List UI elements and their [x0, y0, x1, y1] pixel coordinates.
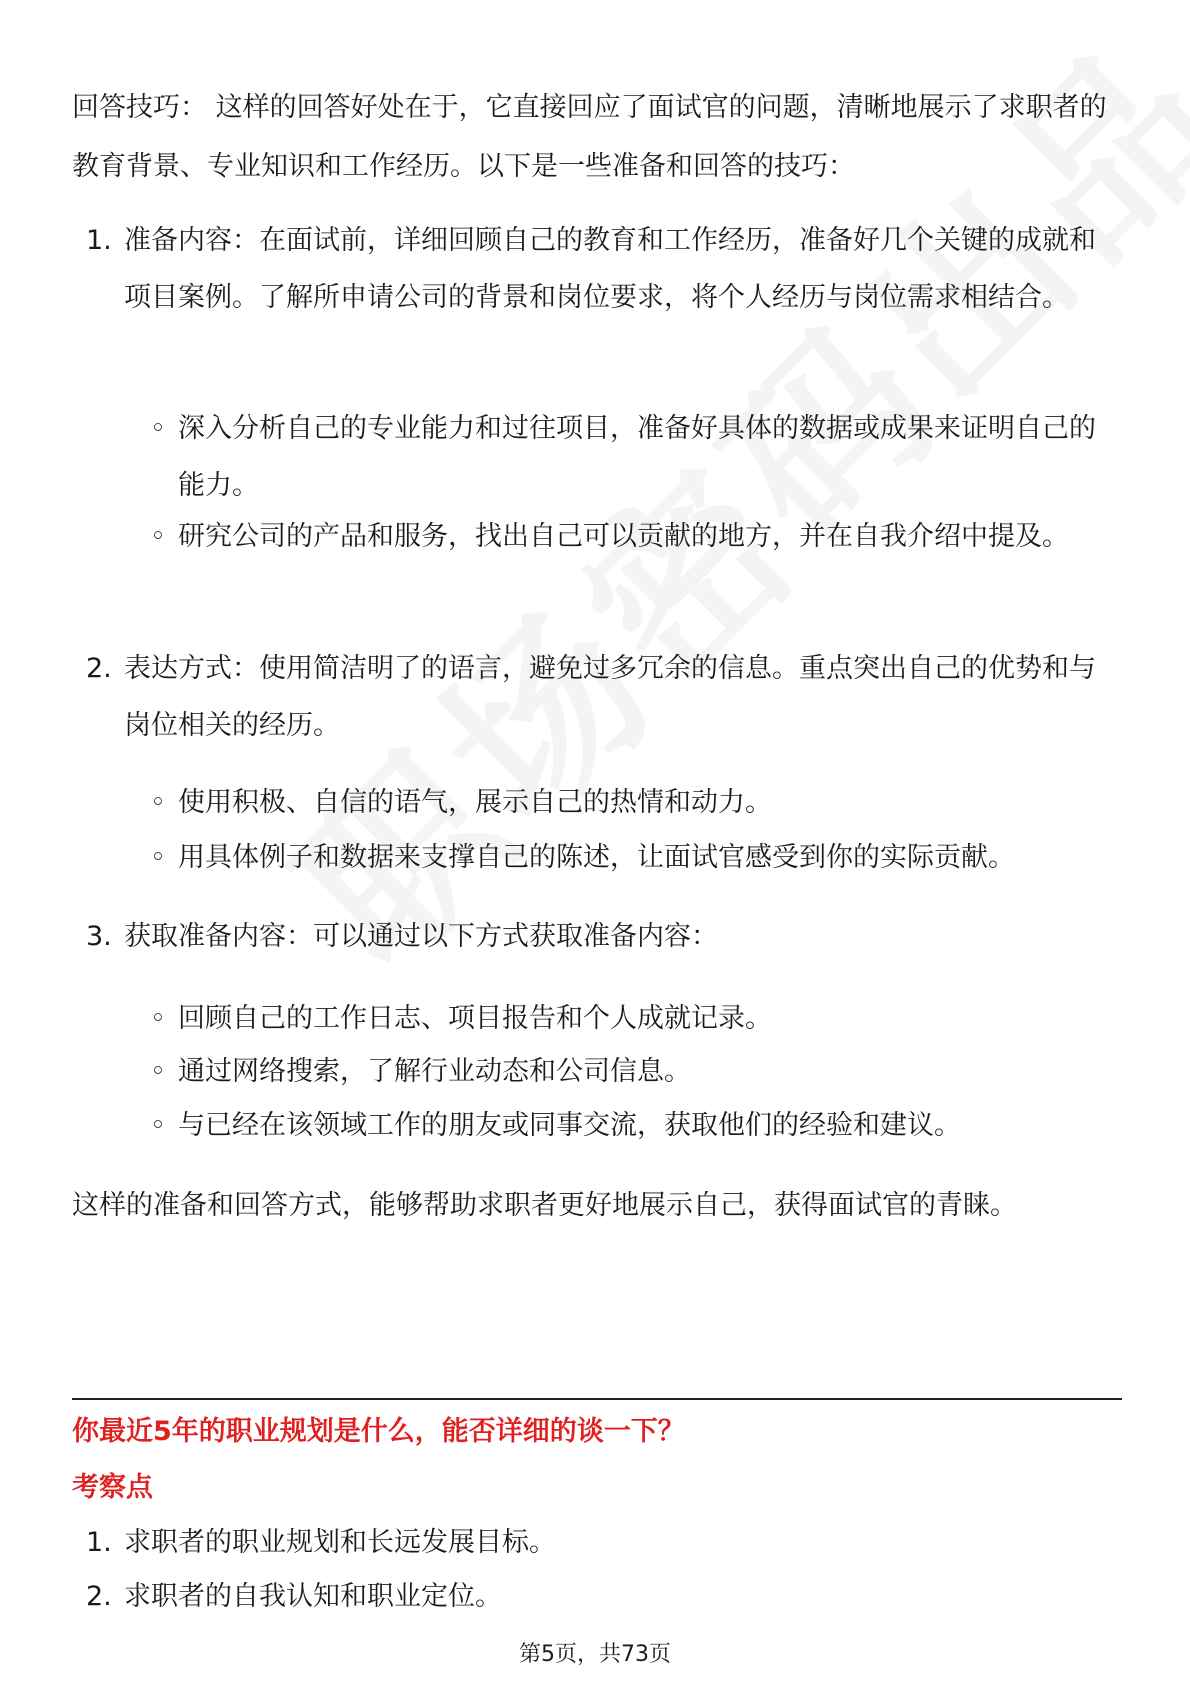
point-1-text: 求职者的职业规划和长远发展目标。	[124, 1527, 556, 1558]
point-2-text: 求职者的自我认知和职业定位。	[124, 1581, 502, 1612]
tip-3-bullet-3	[150, 1097, 1122, 1154]
bullet-text: 用具体例子和数据来支撑自己的陈述，让面试官感受到你的实际贡献。	[178, 842, 1015, 873]
bullet-text: 研究公司的产品和服务，找出自己可以贡献的地方，并在自我介绍中提及。	[178, 521, 1069, 552]
tip-2-bullet-1	[150, 774, 1122, 831]
tip-3-text: 获取准备内容：可以通过以下方式获取准备内容：	[124, 921, 718, 952]
section-divider	[72, 1398, 1122, 1400]
point-1-number: 1.	[86, 1527, 112, 1558]
tip-2	[86, 640, 1122, 754]
tip-2-bullet-2	[150, 829, 1122, 886]
tip-1-text: 准备内容：在面试前，详细回顾自己的教育和工作经历，准备好几个关键的成就和项目案例。了解所申请公司的背景和岗位要求，将个人经历与岗位需求相结合。	[124, 225, 1096, 313]
point-2	[86, 1568, 1122, 1625]
point-2-number: 2.	[86, 1581, 112, 1612]
tip-3-bullet-2	[150, 1043, 1122, 1100]
bullet-circle-icon: ◦	[150, 1110, 166, 1141]
bullet-circle-icon: ◦	[150, 521, 166, 552]
page-footer: 第5页，共73页	[519, 1642, 671, 1667]
tip-1-bullet-1	[150, 400, 1122, 514]
bullet-circle-icon: ◦	[150, 842, 166, 873]
tip-3-number: 3.	[86, 921, 112, 952]
bullet-circle-icon: ◦	[150, 1003, 166, 1034]
tip-1-bullet-2	[150, 508, 1122, 565]
point-1	[86, 1514, 1122, 1571]
intro-paragraph: 回答技巧： 这样的回答好处在于，它直接回应了面试官的问题，清晰地展示了求职者的教育背景、专业知识和工作经历。以下是一些准备和回答的技巧：	[72, 92, 1107, 182]
tip-3-bullet-1	[150, 990, 1122, 1047]
conclusion-paragraph: 这样的准备和回答方式，能够帮助求职者更好地展示自己，获得面试官的青睐。	[72, 1190, 1017, 1221]
tip-2-number: 2.	[86, 653, 112, 684]
bullet-text: 深入分析自己的专业能力和过往项目，准备好具体的数据或成果来证明自己的能力。	[178, 413, 1096, 501]
tip-1-number: 1.	[86, 225, 112, 256]
question-title: 你最近5年的职业规划是什么，能否详细的谈一下？	[72, 1416, 685, 1447]
bullet-circle-icon: ◦	[150, 413, 166, 444]
bullet-circle-icon: ◦	[150, 1056, 166, 1087]
tip-3	[86, 908, 1122, 965]
bullet-text: 与已经在该领域工作的朋友或同事交流，获取他们的经验和建议。	[178, 1110, 961, 1141]
bullet-circle-icon: ◦	[150, 787, 166, 818]
bullet-text: 回顾自己的工作日志、项目报告和个人成就记录。	[178, 1003, 772, 1034]
tip-1	[86, 212, 1122, 326]
bullet-text: 通过网络搜索，了解行业动态和公司信息。	[178, 1056, 691, 1087]
bullet-text: 使用积极、自信的语气，展示自己的热情和动力。	[178, 787, 772, 818]
tip-2-text: 表达方式：使用简洁明了的语言，避免过多冗余的信息。重点突出自己的优势和与岗位相关的经历。	[124, 653, 1096, 741]
section-label: 考察点	[72, 1472, 153, 1503]
